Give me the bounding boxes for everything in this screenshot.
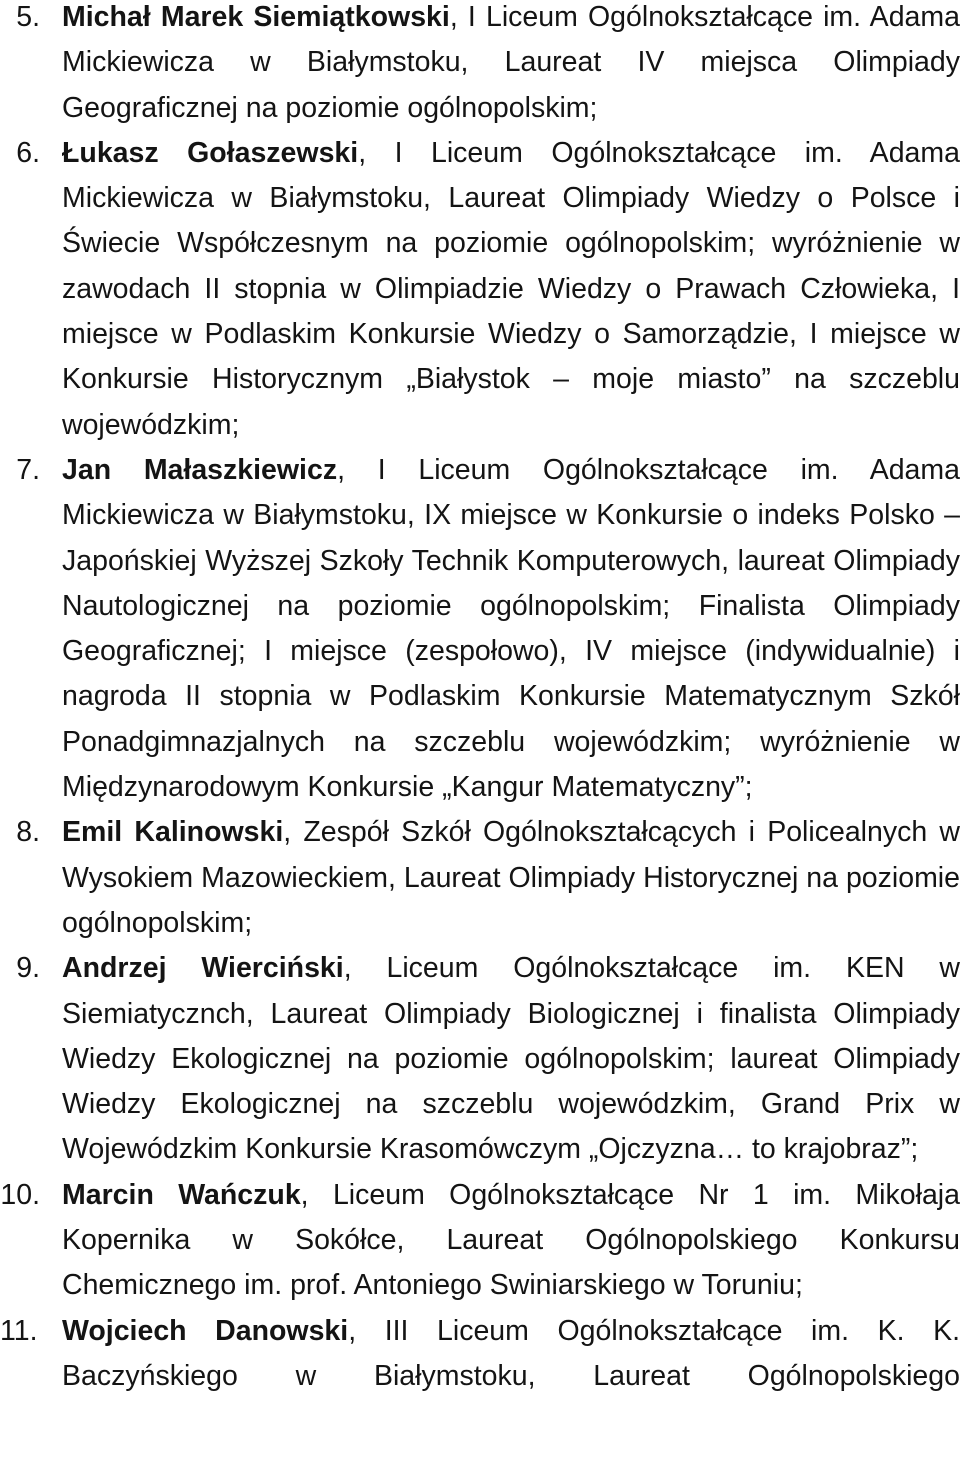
item-text xyxy=(62,1309,960,1400)
item-details: , Zespół Szkół Ogólnokształcących i Policealnych w Wysokiem Mazowieckiem, Laureat Olimpiady Historycznej na poziomie ogólnopolskim; xyxy=(62,816,960,939)
item-text xyxy=(62,810,960,946)
item-details: , Liceum Ogólnokształcące Nr 1 im. Mikołaja Kopernika w Sokółce, Laureat Ogólnopolskiego Konkursu Chemicznego im. prof. Antoniego Swiniarskiego w Toruniu; xyxy=(62,1178,960,1302)
list-item xyxy=(0,1309,960,1400)
item-text xyxy=(62,131,960,448)
student-name: Wojciech Danowski xyxy=(62,1314,349,1347)
list-item xyxy=(0,448,960,810)
student-name: Emil Kalinowski xyxy=(62,816,284,849)
item-number: 5. xyxy=(16,1,40,33)
item-details: , III Liceum Ogólnokształcące im. K. K. Baczyńskiego w Białymstoku, Laureat Ogólnopolskiego xyxy=(62,1314,960,1392)
item-number: 11. xyxy=(0,1314,38,1347)
item-details: , I Liceum Ogólnokształcące im. Adama Mickiewicza w Białymstoku, Laureat Olimpiady Wiedzy o Polsce i Świecie Współczesnym na poziomie ogólnopolskim; wyróżnienie w zawodach II stopnia w Olimpiadzie Wiedzy o Prawach Człowieka, I miejsce w Podlaskim Konkursie Wiedzy o Samorządzie, I miejsce w Konkursie Historycznym „Białystok – moje miasto” na szczeblu wojewódzkim; xyxy=(62,136,960,441)
list-item xyxy=(0,810,960,946)
list-item xyxy=(0,946,960,1172)
item-number: 10. xyxy=(0,1178,40,1211)
student-name: Łukasz Gołaszewski xyxy=(62,136,359,169)
item-details: , I Liceum Ogólnokształcące im. Adama Mickiewicza w Białymstoku, IX miejsce w Konkursie o indeks Polsko – Japońskiej Wyższej Szkoły Technik Komputerowych, laureat Olimpiady Nautologicznej na poziomie ogólnopolskim; Finalista Olimpiady Geograficznej; I miejsce (zespołowo), IV miejsce (indywidualnie) i nagroda II stopnia w Podlaskim Konkursie Matematycznym Szkół Ponadgimnazjalnych na szczeblu wojewódzkim; wyróżnienie w Międzynarodowym Konkursie „Kangur Matematyczny”; xyxy=(62,453,960,804)
student-name: Andrzej Wierciński xyxy=(62,952,344,985)
student-name: Michał Marek Siemiątkowski xyxy=(62,1,450,33)
student-name: Jan Małaszkiewicz xyxy=(62,453,338,486)
item-number: 9. xyxy=(16,952,40,985)
item-text xyxy=(62,1173,960,1309)
item-details: , I Liceum Ogólnokształcące im. Adama Mickiewicza w Białymstoku, Laureat IV miejsca Olimpiady Geograficznej na poziomie ogólnopolskim; xyxy=(62,1,960,124)
student-name: Marcin Wańczuk xyxy=(62,1178,301,1211)
item-number: 8. xyxy=(16,816,40,849)
item-number: 7. xyxy=(16,453,40,486)
item-text xyxy=(62,946,960,1172)
list-item xyxy=(0,131,960,448)
item-number: 6. xyxy=(16,136,40,169)
item-text xyxy=(62,0,960,131)
list-item xyxy=(0,1173,960,1309)
list-item xyxy=(0,0,960,131)
item-details: , Liceum Ogólnokształcące im. KEN w Siemiatycznch, Laureat Olimpiady Biologicznej i finalista Olimpiady Wiedzy Ekologicznej na poziomie ogólnopolskim; laureat Olimpiady Wiedzy Ekologicznej na szczeblu wojewódzkim, Grand Prix w Wojewódzkim Konkursie Krasomówczym „Ojczyzna… to krajobraz”; xyxy=(62,952,960,1166)
item-text xyxy=(62,448,960,810)
